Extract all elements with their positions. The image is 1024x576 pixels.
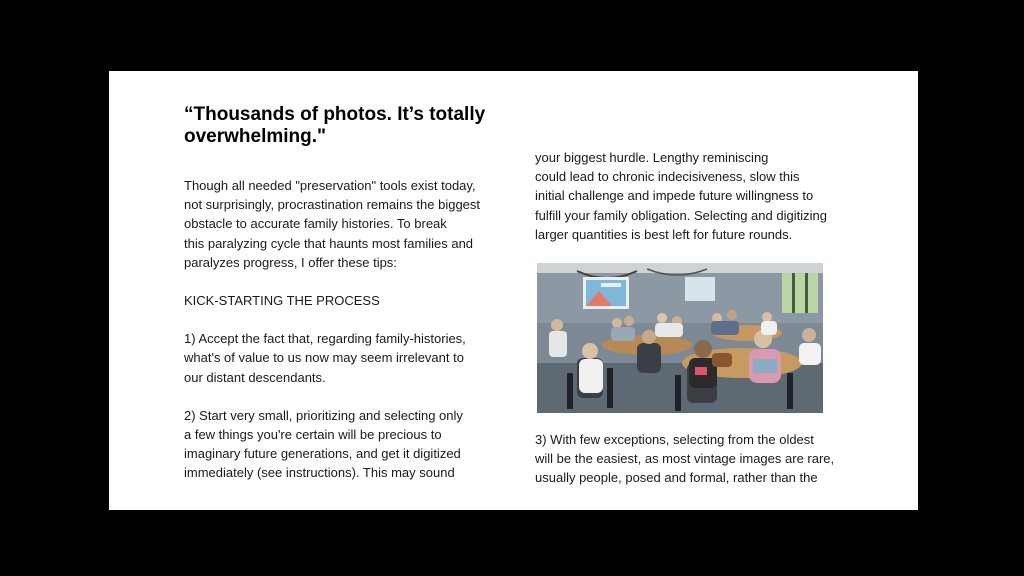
- text-line: fulfill your family obligation. Selecting and digitizing: [535, 207, 827, 223]
- article-page: [109, 71, 918, 510]
- text-line: imaginary future generations, and get it digitized: [184, 446, 461, 462]
- heading-line: overwhelming.": [184, 126, 327, 147]
- tip-1-paragraph: [184, 329, 514, 387]
- text-line: paralyzes progress, I offer these tips:: [184, 254, 397, 270]
- intro-paragraph: [184, 176, 514, 272]
- tip-2-paragraph: [184, 406, 514, 483]
- text-line: your biggest hurdle. Lengthy reminiscing: [535, 150, 769, 165]
- text-line: a few things you're certain will be precious to: [184, 427, 442, 443]
- tip-2-continued-paragraph: [535, 148, 865, 244]
- article-heading: [184, 104, 514, 148]
- text-line: Though all needed "preservation" tools exist today,: [184, 178, 476, 193]
- left-column: [184, 104, 514, 502]
- text-line: 3) With few exceptions, selecting from the oldest: [535, 432, 814, 448]
- text-line: what's of value to us now may seem irrelevant to: [184, 350, 464, 366]
- text-line: 2) Start very small, prioritizing and selecting only: [184, 407, 463, 423]
- text-line: usually people, posed and formal, rather than the: [535, 470, 818, 486]
- text-line: larger quantities is best left for future rounds.: [535, 226, 793, 242]
- text-line: will be the easiest, as most vintage images are rare,: [535, 451, 835, 467]
- right-column: [535, 148, 865, 507]
- text-line: immediately (see instructions). This may sound: [184, 465, 455, 481]
- text-line: not surprisingly, procrastination remains the biggest: [184, 197, 481, 213]
- workshop-photo: [537, 263, 823, 413]
- text-line: our distant descendants.: [184, 369, 326, 385]
- text-line: KICK-STARTING THE PROCESS: [184, 293, 380, 309]
- text-line: obstacle to accurate family histories. To break: [184, 216, 447, 232]
- text-line: initial challenge and impede future willingness to: [535, 188, 814, 204]
- heading-line: “Thousands of photos. It’s totally: [184, 104, 486, 125]
- section-heading: [184, 291, 514, 310]
- text-line: could lead to chronic indecisiveness, slow this: [535, 169, 800, 185]
- text-line: 1) Accept the fact that, regarding family-histories,: [184, 331, 466, 347]
- tip-3-paragraph: [535, 430, 865, 488]
- text-line: this paralyzing cycle that haunts most families and: [184, 235, 474, 251]
